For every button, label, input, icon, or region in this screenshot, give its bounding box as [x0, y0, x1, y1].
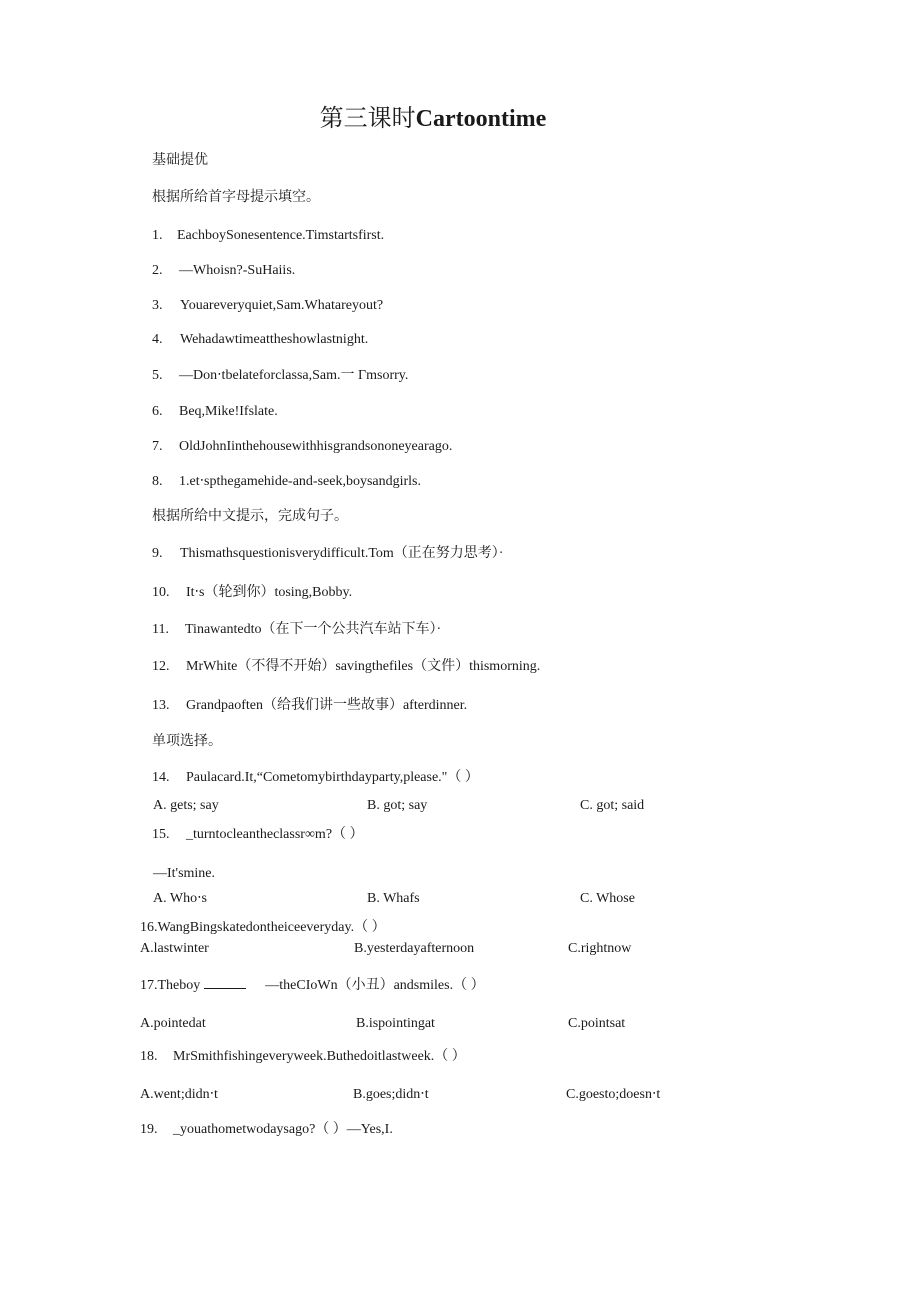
q17-option-c: C.pointsat	[568, 1016, 626, 1031]
question-text: OldJohnIinthehousewithhisgrandsononeyearago.	[179, 439, 453, 454]
question-10	[152, 584, 352, 602]
q16-option-a: A.lastwinter	[140, 941, 209, 956]
question-19	[140, 1121, 393, 1139]
question-3	[152, 297, 383, 315]
q14-option-a: A. gets; say	[153, 798, 219, 813]
section-part1-heading: 根据所给首字母提示填空。	[152, 190, 320, 205]
question-number: 6.	[152, 404, 163, 419]
question-14	[152, 769, 479, 787]
question-text: _turntocleantheclassr∞m?（ ）	[186, 827, 364, 842]
question-9	[152, 545, 503, 563]
question-text: MrSmithfishingeveryweek.Buthedoitlastweek.（ ）	[173, 1049, 466, 1064]
question-6	[152, 403, 278, 421]
question-number: 18.	[140, 1049, 158, 1064]
question-text: Grandpaoften（给我们讲一些故事）afterdinner.	[186, 698, 468, 713]
section-basic: 基础提优	[152, 153, 208, 168]
question-text: _youathometwodaysago?（ ）—Yes,I.	[173, 1122, 393, 1137]
question-13	[152, 697, 467, 715]
question-number: 15.	[152, 827, 170, 842]
q14-option-c: C. got; said	[580, 798, 645, 813]
question-number: 10.	[152, 585, 170, 600]
question-text: Thismathsquestionisverydifficult.Tom（正在努力思考）·	[180, 546, 504, 561]
question-5	[152, 367, 408, 385]
question-number: 19.	[140, 1122, 158, 1137]
question-15	[152, 826, 364, 844]
question-text: —Whoisn?-SuHaiis.	[179, 263, 296, 278]
section-part3-heading: 单项选择。	[152, 734, 222, 749]
question-number: 7.	[152, 439, 163, 454]
question-number: 5.	[152, 368, 163, 383]
question-text: Wehadawtimeattheshowlastnight.	[180, 332, 369, 347]
answer-blank	[204, 976, 246, 989]
question-text: Beq,Mike!Ifslate.	[179, 404, 278, 419]
question-11	[152, 621, 441, 639]
question-4	[152, 331, 368, 349]
q15-answer-line: —It'smine.	[153, 866, 216, 881]
question-7	[152, 438, 452, 456]
q17-option-b: B.ispointingat	[356, 1016, 435, 1031]
question-16: 16.WangBingskatedontheiceeveryday.（ ）	[140, 920, 386, 935]
q18-option-a: A.went;didn‧t	[140, 1087, 218, 1102]
title-chinese: 第三课时	[319, 106, 416, 132]
question-text: MrWhite（不得不开始）savingthefiles（文件）thismorning.	[186, 659, 541, 674]
q16-option-c: C.rightnow	[568, 941, 632, 956]
title-english: Cartoontime	[415, 106, 547, 132]
question-text-end: —theCIoWn（小丑）andsmiles.（ ）	[265, 978, 485, 993]
question-text: EachboySonesentence.Timstartsfirst.	[177, 228, 385, 243]
question-text: —Don‧tbelateforclassa,Sam.一 Γmsorry.	[179, 368, 409, 383]
q18-option-c: C.goesto;doesn‧t	[566, 1087, 661, 1102]
question-17	[140, 976, 485, 995]
question-8	[152, 473, 421, 491]
question-18	[140, 1048, 466, 1066]
q15-option-a: A. Who‧s	[153, 891, 207, 906]
question-text: Paulacard.It,“Cometomybirthdayparty,please."（ ）	[186, 770, 479, 785]
question-2	[152, 262, 295, 280]
question-number: 11.	[152, 622, 169, 637]
question-number: 2.	[152, 263, 163, 278]
question-number: 13.	[152, 698, 170, 713]
question-text: Youareveryquiet,Sam.Whatareyout?	[180, 298, 384, 313]
q18-option-b: B.goes;didn‧t	[353, 1087, 429, 1102]
question-text: 1.et‧spthegamehide-and-seek,boysandgirls.	[179, 474, 421, 489]
question-number: 12.	[152, 659, 170, 674]
question-number: 8.	[152, 474, 163, 489]
question-number: 9.	[152, 546, 163, 561]
q14-option-b: B. got; say	[367, 798, 428, 813]
question-text-start: 17.Theboy	[140, 978, 201, 993]
q17-option-a: A.pointedat	[140, 1016, 206, 1031]
section-part2-heading: 根据所给中文提示，完成句子。	[152, 509, 348, 524]
q15-option-b: B. Whafs	[367, 891, 420, 906]
page-title	[0, 104, 866, 134]
q15-option-c: C. Whose	[580, 891, 635, 906]
question-1	[152, 227, 384, 245]
question-text: Tinawantedto（在下一个公共汽车站下车）·	[185, 622, 442, 637]
question-12	[152, 658, 540, 676]
question-number: 3.	[152, 298, 163, 313]
question-number: 14.	[152, 770, 170, 785]
question-number: 1.	[152, 228, 163, 243]
question-text: It‧s（轮到你）tosing,Bobby.	[186, 585, 353, 600]
q16-option-b: B.yesterdayafternoon	[354, 941, 475, 956]
question-number: 4.	[152, 332, 163, 347]
